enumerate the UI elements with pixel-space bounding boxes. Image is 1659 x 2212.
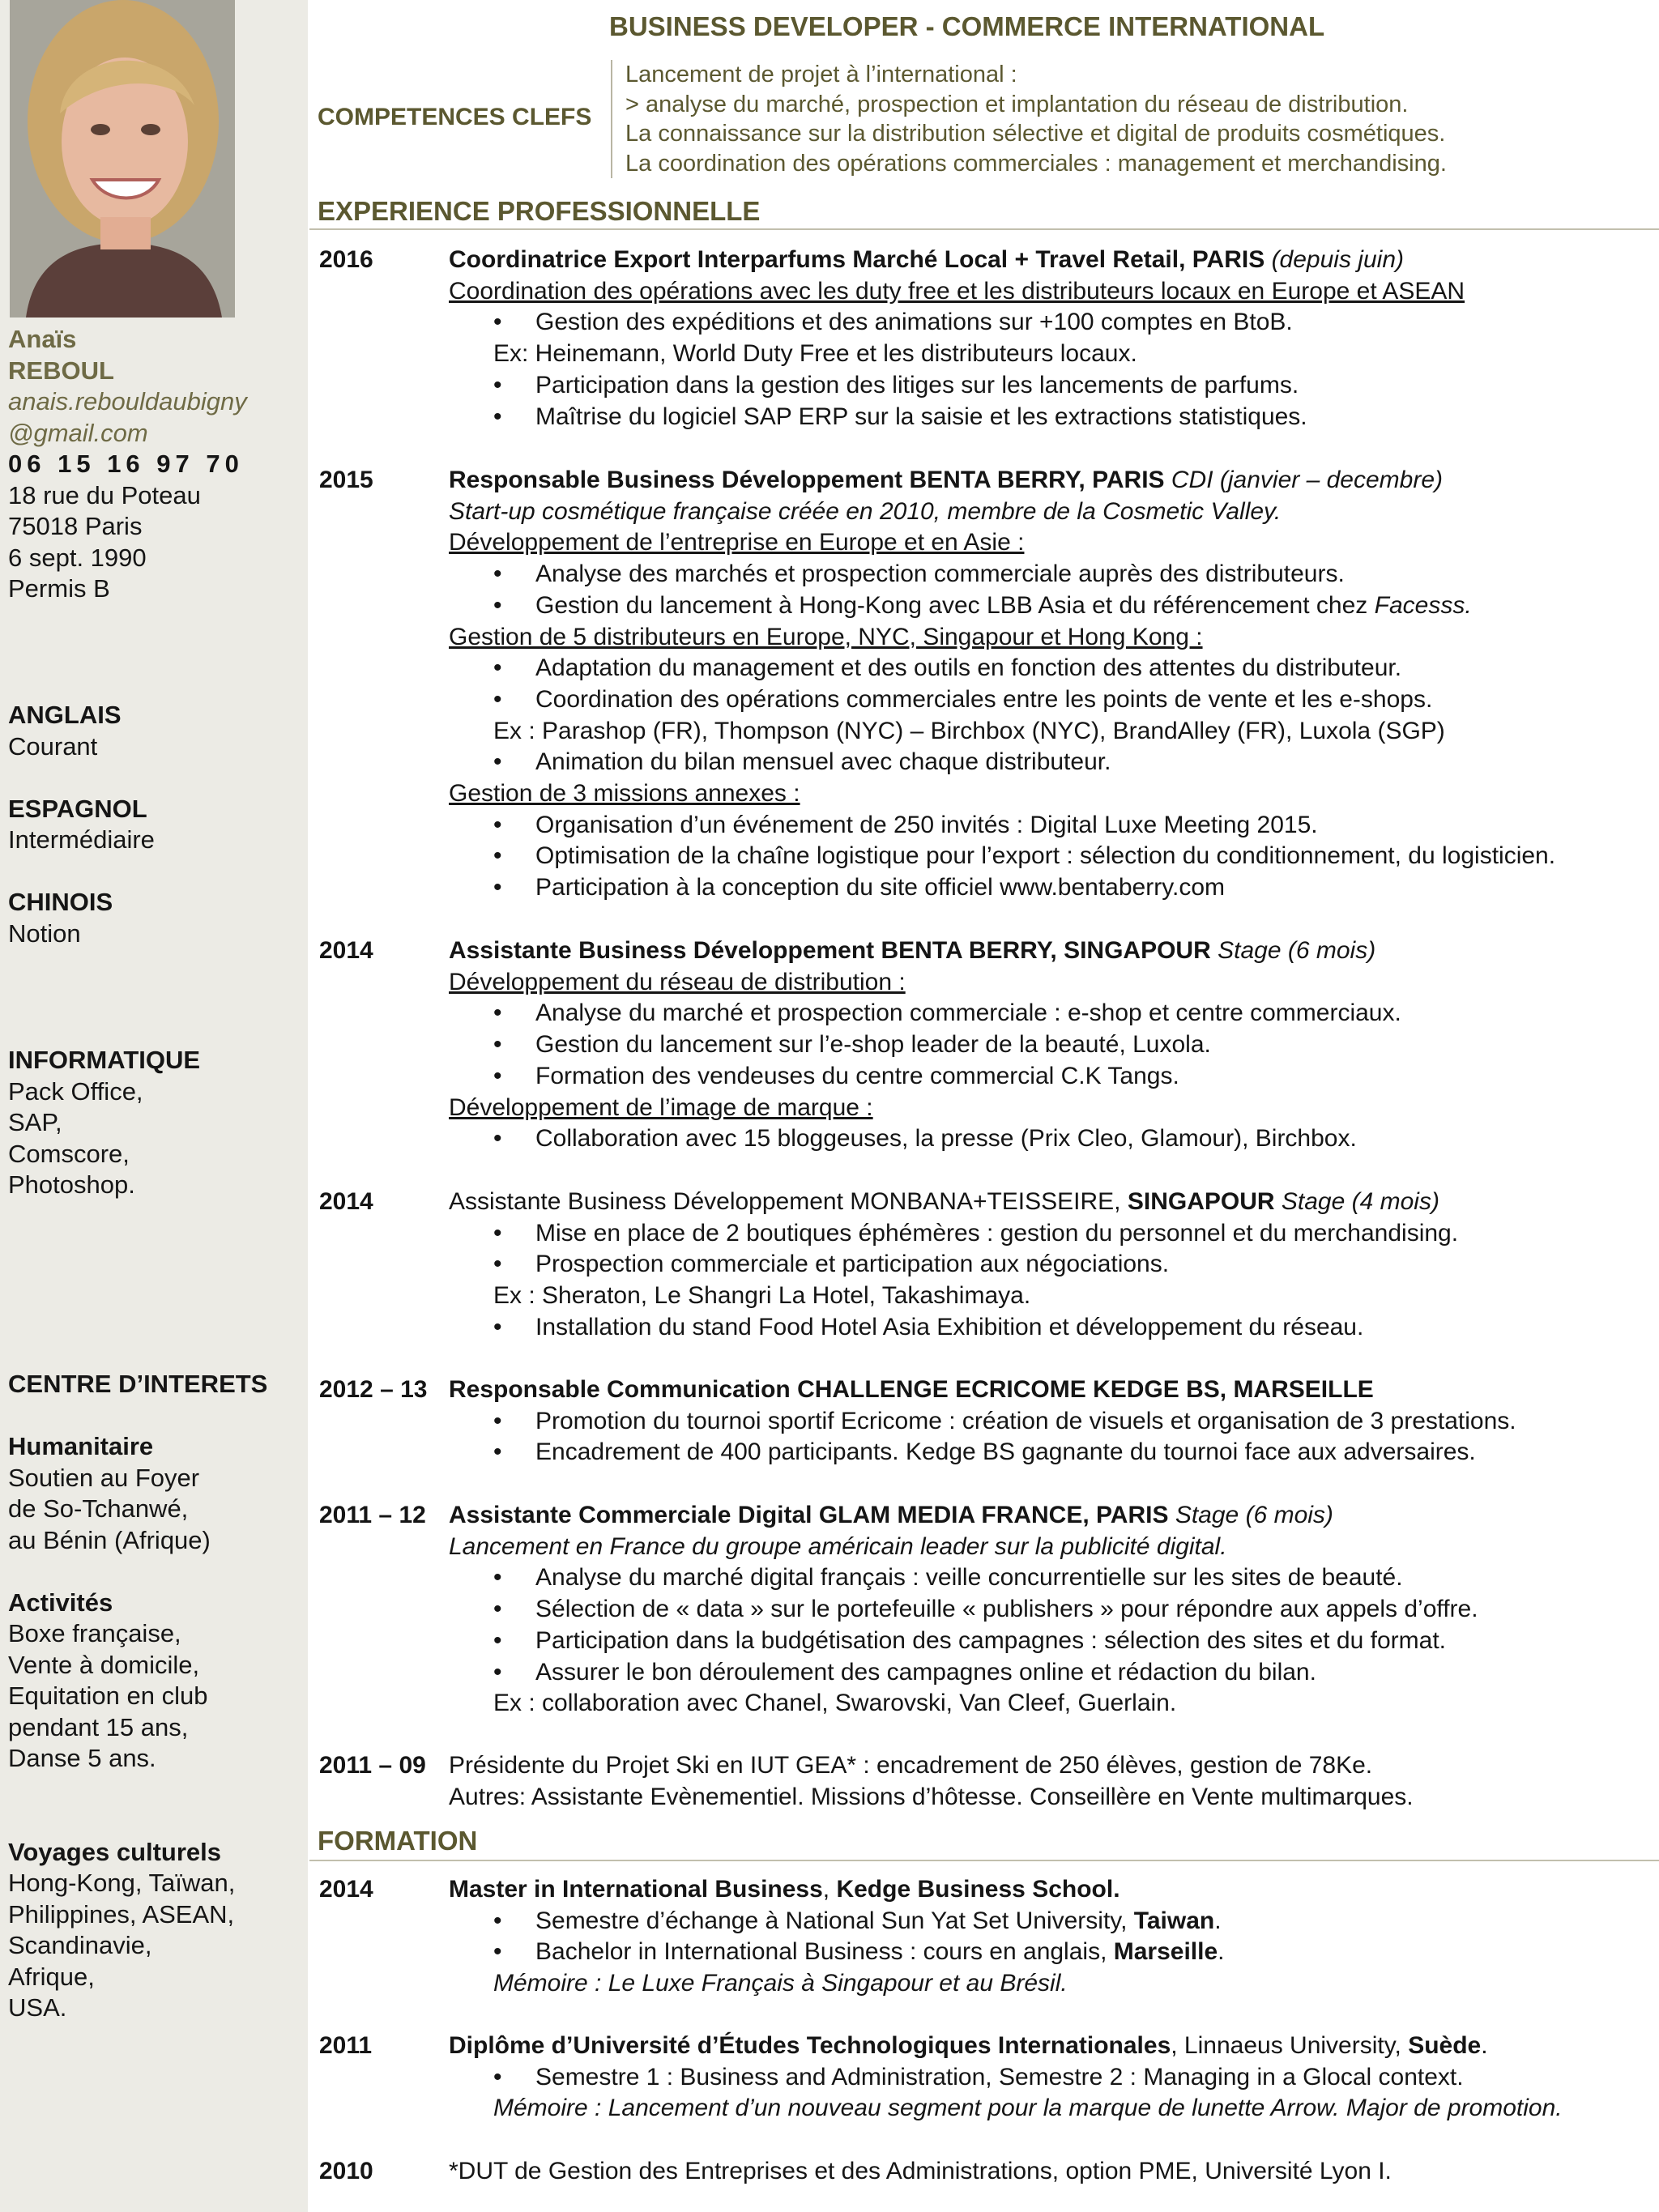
- entry-subheading: Développement du réseau de distribution :: [449, 968, 906, 995]
- entry-year: 2015: [319, 467, 373, 493]
- section-divider: [309, 228, 1659, 230]
- bullet-icon: •: [493, 1596, 502, 1623]
- bullet-icon: •: [493, 309, 502, 336]
- bullet-item: • Prospection commerciale et participation aux négociations.: [449, 1249, 1458, 1281]
- it-item: Comscore,: [8, 1139, 130, 1168]
- travel-line: USA.: [8, 1993, 67, 2022]
- bullet-item: • Semestre d’échange à National Sun Yat Set University, Taiwan.: [449, 1906, 1225, 1937]
- bullet-icon: •: [493, 1062, 502, 1089]
- bullet-item: • Analyse du marché et prospection commerciale : e-shop et centre commerciaux.: [449, 998, 1401, 1029]
- section-divider: [309, 1860, 1659, 1861]
- birth-date: 6 sept. 1990: [8, 543, 147, 572]
- humanitarian-line: au Bénin (Afrique): [8, 1525, 211, 1554]
- profile-photo: [10, 0, 235, 318]
- entry-title: Assistante Business Développement MONBANA+TEISSEIRE,: [449, 1188, 1128, 1215]
- entry-year: 2011 – 09: [319, 1752, 426, 1779]
- bullet-icon: •: [493, 842, 502, 870]
- activity-line: Danse 5 ans.: [8, 1744, 156, 1772]
- bullet-item: • Formation des vendeuses du centre commercial C.K Tangs.: [449, 1061, 1401, 1093]
- activity-line: Equitation en club: [8, 1681, 208, 1710]
- bullet-icon: •: [493, 1031, 502, 1059]
- competence-line: La connaissance sur la distribution sélective et digital de produits cosmétiques.: [625, 121, 1446, 147]
- entry-year: 2011 – 12: [319, 1502, 426, 1528]
- competences-list: [611, 60, 1447, 178]
- bullet-icon: •: [493, 560, 502, 588]
- bullet-icon: •: [493, 1313, 502, 1340]
- bullet-icon: •: [493, 591, 502, 619]
- bullet-item: • Maîtrise du logiciel SAP ERP sur la saisie et les extractions statistiques.: [449, 402, 1465, 433]
- entry-year: 2010: [319, 2158, 373, 2184]
- entry-title: Responsable Communication CHALLENGE ECRICOME KEDGE BS, MARSEILLE: [449, 1376, 1374, 1403]
- humanitarian-title: Humanitaire: [8, 1432, 154, 1460]
- bullet-item: • Analyse du marché digital français : veille concurrentielle sur les sites de beauté.: [449, 1562, 1478, 1594]
- bullet-icon: •: [493, 1407, 502, 1434]
- bullet-item: • Encadrement de 400 participants. Kedge BS gagnante du tournoi face aux adversaires.: [449, 1437, 1516, 1468]
- entry-tagline: Start-up cosmétique française créée en 2010, membre de la Cosmetic Valley.: [449, 497, 1282, 525]
- bullet-item: • Participation dans la budgétisation des campagnes : sélection des sites et du format.: [449, 1626, 1478, 1657]
- entry-title-note: (depuis juin): [1265, 246, 1404, 273]
- language-name: ANGLAIS: [8, 701, 122, 729]
- degree-title: Master in International Business: [449, 1876, 823, 1903]
- it-skills-block: [8, 1045, 200, 1201]
- formation-section-title: FORMATION: [318, 1826, 478, 1856]
- competence-line: Lancement de projet à l’international :: [625, 62, 1017, 87]
- bullet-icon: •: [493, 874, 502, 901]
- bullet-item: • Sélection de « data » sur le portefeuille « publishers » pour répondre aux appels d’offre.: [449, 1594, 1478, 1626]
- phone-number: 06 15 16 97 70: [8, 450, 244, 478]
- entry-title: Responsable Business Développement BENTA BERRY, PARIS: [449, 467, 1165, 493]
- it-item: Photoshop.: [8, 1170, 135, 1199]
- bullet-item: • Semestre 1 : Business and Administration, Semestre 2 : Managing in a Glocal context.: [449, 2062, 1563, 2094]
- bullet-item: • Coordination des opérations commerciales entre les points de vente et les e-shops.: [449, 684, 1555, 716]
- entry-title: Assistante Business Développement BENTA BERRY, SINGAPOUR: [449, 937, 1211, 964]
- activity-line: Vente à domicile,: [8, 1650, 200, 1679]
- bullet-item: • Gestion des expéditions et des animations sur +100 comptes en BtoB.: [449, 307, 1465, 339]
- bullet-icon: •: [493, 2063, 502, 2091]
- bullet-icon: •: [493, 685, 502, 713]
- language-name: CHINOIS: [8, 888, 113, 916]
- bullet-item: • Gestion du lancement à Hong-Kong avec LBB Asia et du référencement chez Facesss.: [449, 590, 1555, 622]
- entry-year: 2011: [319, 2032, 373, 2059]
- bullet-icon: •: [493, 1658, 502, 1686]
- interests-title: CENTRE D’INTERETS: [8, 1370, 268, 1398]
- travel-line: Hong-Kong, Taïwan,: [8, 1869, 236, 1897]
- humanitarian-line: Soutien au Foyer: [8, 1463, 200, 1492]
- bullet-icon: •: [493, 999, 502, 1027]
- email-line-1: anais.rebouldaubigny: [8, 387, 247, 416]
- bullet-icon: •: [493, 1626, 502, 1654]
- bullet-icon: •: [493, 1219, 502, 1247]
- travel-title: Voyages culturels: [8, 1837, 222, 1866]
- entry-subheading: Gestion de 3 missions annexes :: [449, 780, 800, 808]
- thesis-line: Mémoire : Lancement d’un nouveau segment pour la marque de lunette Arrow. Major de promotion.: [493, 2095, 1563, 2122]
- activity-line: pendant 15 ans,: [8, 1712, 189, 1741]
- entry-title-note: Stage (6 mois): [1210, 937, 1376, 964]
- contact-block: [8, 324, 247, 605]
- travel-line: Philippines, ASEAN,: [8, 1899, 235, 1929]
- bullet-item: • Animation du bilan mensuel avec chaque distributeur.: [449, 747, 1555, 778]
- bullet-icon: •: [493, 811, 502, 838]
- entry-line: Présidente du Projet Ski en IUT GEA* : encadrement de 250 élèves, gestion de 78Ke.: [449, 1752, 1373, 1779]
- degree-line: *DUT de Gestion des Entreprises et des Administrations, option PME, Université Lyon I.: [449, 2158, 1392, 2184]
- competence-line: > analyse du marché, prospection et implantation du réseau de distribution.: [625, 91, 1409, 117]
- humanitarian-line: de So-Tchanwé,: [8, 1494, 189, 1523]
- first-name: Anaïs: [8, 325, 77, 353]
- bullet-item: • Installation du stand Food Hotel Asia Exhibition et développement du réseau.: [449, 1312, 1458, 1344]
- it-title: INFORMATIQUE: [8, 1046, 201, 1074]
- driving-permit: Permis B: [8, 574, 110, 603]
- bullet-item: • Analyse des marchés et prospection commerciale auprès des distributeurs.: [449, 559, 1555, 590]
- bullet-icon: •: [493, 748, 502, 776]
- bullet-icon: •: [493, 1564, 502, 1592]
- language-name: ESPAGNOL: [8, 794, 147, 823]
- experience-section-title: EXPERIENCE PROFESSIONNELLE: [318, 196, 761, 226]
- competences-label: COMPETENCES CLEFS: [318, 104, 592, 130]
- example-line: Ex : Sheraton, Le Shangri La Hotel, Takashimaya.: [493, 1282, 1031, 1310]
- entry-title-note: CDI (janvier – decembre): [1164, 467, 1443, 493]
- entry-title: Assistante Commerciale Digital GLAM MEDIA FRANCE, PARIS: [449, 1502, 1169, 1528]
- bullet-item: • Adaptation du management et des outils en fonction des attentes du distributeur.: [449, 653, 1555, 684]
- bullet-item: • Gestion du lancement sur l’e-shop leader de la beauté, Luxola.: [449, 1029, 1401, 1061]
- degree-title: Diplôme d’Université d’Études Technologiques Internationales: [449, 2032, 1171, 2059]
- page-title: BUSINESS DEVELOPER - COMMERCE INTERNATIONAL: [609, 11, 1325, 41]
- travel-line: Scandinavie,: [8, 1931, 152, 1959]
- example-line: Ex : collaboration avec Chanel, Swarovski, Van Cleef, Guerlain.: [493, 1690, 1177, 1717]
- bullet-item: • Assurer le bon déroulement des campagnes online et rédaction du bilan.: [449, 1657, 1478, 1689]
- example-line: Ex : Parashop (FR), Thompson (NYC) – Birchbox (NYC), BrandAlley (FR), Luxola (SGP): [493, 717, 1445, 744]
- entry-line: Autres: Assistante Evènementiel. Missions d’hôtesse. Conseillère en Vente multimarques.: [449, 1783, 1414, 1810]
- bullet-icon: •: [493, 1938, 502, 1966]
- entry-title: Coordinatrice Export Interparfums Marché Local + Travel Retail, PARIS: [449, 246, 1265, 273]
- bullet-item: • Promotion du tournoi sportif Ecricome : création de visuels et organisation de 3 prestations.: [449, 1406, 1516, 1438]
- language-level: Courant: [8, 731, 98, 761]
- entry-year: 2014: [319, 1876, 373, 1903]
- entry-year: 2014: [319, 1188, 373, 1215]
- bullet-icon: •: [493, 1251, 502, 1278]
- it-item: SAP,: [8, 1108, 62, 1136]
- thesis-line: Mémoire : Le Luxe Français à Singapour et au Brésil.: [493, 1970, 1068, 1997]
- entry-tagline: Lancement en France du groupe américain leader sur la publicité digital.: [449, 1532, 1227, 1560]
- entry-subheading: Développement de l’image de marque :: [449, 1093, 873, 1121]
- bullet-icon: •: [493, 1438, 502, 1466]
- activities-title: Activités: [8, 1588, 113, 1617]
- bullet-item: • Participation à la conception du site officiel www.bentaberry.com: [449, 872, 1555, 904]
- language-level: Notion: [8, 918, 81, 948]
- entry-year: 2012 – 13: [319, 1376, 428, 1403]
- entry-title-note: Stage (6 mois): [1168, 1502, 1333, 1528]
- bullet-item: • Bachelor in International Business : cours en anglais, Marseille.: [449, 1937, 1225, 1968]
- it-item: Pack Office,: [8, 1076, 143, 1106]
- sidebar: [0, 0, 308, 2212]
- bullet-icon: •: [493, 1907, 502, 1934]
- bullet-item: • Mise en place de 2 boutiques éphémères : gestion du personnel et du merchandising.: [449, 1218, 1458, 1250]
- bullet-icon: •: [493, 654, 502, 682]
- interests-block: [8, 1369, 267, 2024]
- bullet-icon: •: [493, 371, 502, 399]
- bullet-icon: •: [493, 1125, 502, 1153]
- example-line: Ex: Heinemann, World Duty Free et les distributeurs locaux.: [493, 340, 1137, 368]
- entry-subheading: Coordination des opérations avec les duty free et les distributeurs locaux en Europe et ASEAN: [449, 277, 1465, 305]
- email-line-2: @gmail.com: [8, 418, 148, 447]
- language-level: Intermédiaire: [8, 825, 155, 854]
- school-name: Kedge Business School.: [836, 1876, 1120, 1903]
- last-name: REBOUL: [8, 356, 114, 385]
- address-line-1: 18 rue du Poteau: [8, 480, 201, 509]
- entry-subheading: Développement de l’entreprise en Europe et en Asie :: [449, 529, 1025, 556]
- entry-subheading: Gestion de 5 distributeurs en Europe, NYC, Singapour et Hong Kong :: [449, 623, 1203, 650]
- entry-year: 2014: [319, 937, 373, 964]
- portrait-image: [10, 0, 235, 318]
- address-line-2: 75018 Paris: [8, 512, 143, 540]
- bullet-item: • Collaboration avec 15 bloggeuses, la presse (Prix Cleo, Glamour), Birchbox.: [449, 1123, 1401, 1155]
- entry-title-note: Stage (4 mois): [1274, 1188, 1439, 1215]
- bullet-icon: •: [493, 403, 502, 430]
- bullet-item: • Organisation d’un événement de 250 invités : Digital Luxe Meeting 2015.: [449, 810, 1555, 842]
- bullet-item: • Participation dans la gestion des litiges sur les lancements de parfums.: [449, 370, 1465, 402]
- bullet-item: • Optimisation de la chaîne logistique pour l’export : sélection du conditionnement, du logisticien.: [449, 841, 1555, 872]
- entry-year: 2016: [319, 246, 373, 273]
- activity-line: Boxe française,: [8, 1619, 181, 1647]
- languages-block: [8, 700, 155, 949]
- travel-line: Afrique,: [8, 1962, 95, 1991]
- competence-line: La coordination des opérations commerciales : management et merchandising.: [625, 150, 1447, 177]
